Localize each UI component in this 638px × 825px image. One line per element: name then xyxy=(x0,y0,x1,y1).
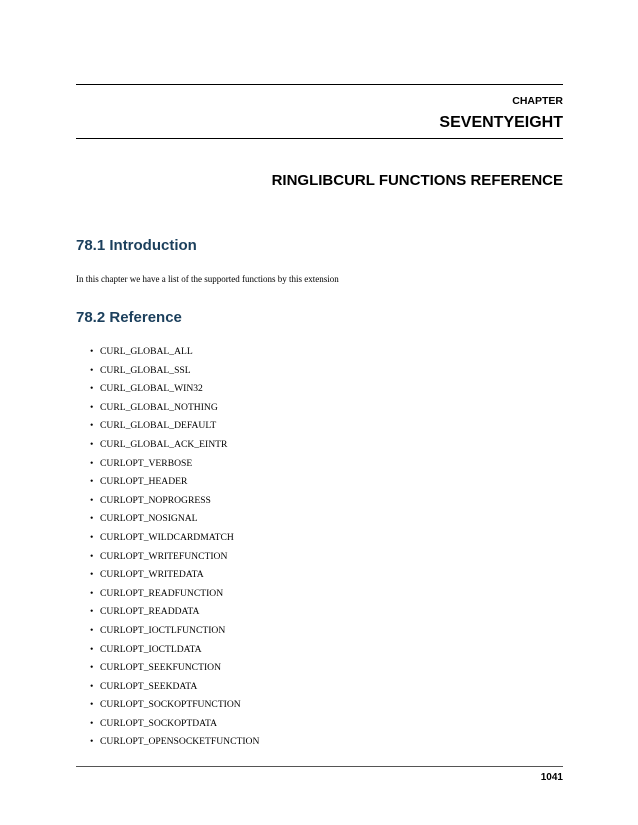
page-number: 1041 xyxy=(540,772,563,783)
list-item-text: CURLOPT_OPENSOCKETFUNCTION xyxy=(100,736,260,748)
bullet-icon: • xyxy=(90,513,94,525)
list-item-text: CURLOPT_NOPROGRESS xyxy=(100,494,211,506)
header-bottom-rule xyxy=(76,138,563,139)
list-item xyxy=(90,436,259,455)
list-item xyxy=(90,473,259,492)
list-item xyxy=(90,362,259,381)
bullet-icon: • xyxy=(90,736,94,748)
bullet-icon: • xyxy=(90,624,94,636)
list-item xyxy=(90,715,259,734)
bullet-icon: • xyxy=(90,401,94,413)
list-item xyxy=(90,399,259,418)
list-item xyxy=(90,510,259,529)
list-item xyxy=(90,696,259,715)
list-item-text: CURLOPT_SOCKOPTFUNCTION xyxy=(100,699,241,711)
footer-rule xyxy=(76,766,563,767)
chapter-title: RINGLIBCURL FUNCTIONS REFERENCE xyxy=(271,172,563,189)
list-item xyxy=(90,343,259,362)
list-item xyxy=(90,548,259,567)
list-item-text: CURL_GLOBAL_SSL xyxy=(100,364,191,376)
list-item-text: CURLOPT_IOCTLFUNCTION xyxy=(100,624,226,636)
list-item-text: CURLOPT_WRITEDATA xyxy=(100,569,204,581)
bullet-icon: • xyxy=(90,420,94,432)
bullet-icon: • xyxy=(90,383,94,395)
list-item-text: CURLOPT_READFUNCTION xyxy=(100,587,224,599)
bullet-icon: • xyxy=(90,550,94,562)
list-item xyxy=(90,603,259,622)
list-item-text: CURLOPT_WILDCARDMATCH xyxy=(100,531,234,543)
header-top-rule xyxy=(76,84,563,85)
bullet-icon: • xyxy=(90,569,94,581)
list-item xyxy=(90,455,259,474)
reference-list xyxy=(90,343,259,752)
list-item-text: CURLOPT_HEADER xyxy=(100,476,188,488)
list-item xyxy=(90,622,259,641)
chapter-label: CHAPTER xyxy=(512,95,563,107)
bullet-icon: • xyxy=(90,662,94,674)
list-item-text: CURLOPT_SEEKDATA xyxy=(100,680,198,692)
bullet-icon: • xyxy=(90,476,94,488)
list-item xyxy=(90,678,259,697)
list-item-text: CURLOPT_IOCTLDATA xyxy=(100,643,202,655)
list-item xyxy=(90,641,259,660)
bullet-icon: • xyxy=(90,643,94,655)
list-item-text: CURLOPT_SOCKOPTDATA xyxy=(100,717,218,729)
list-item-text: CURLOPT_VERBOSE xyxy=(100,457,193,469)
bullet-icon: • xyxy=(90,364,94,376)
list-item xyxy=(90,529,259,548)
list-item-text: CURLOPT_NOSIGNAL xyxy=(100,513,198,525)
bullet-icon: • xyxy=(90,346,94,357)
list-item-text: CURL_GLOBAL_DEFAULT xyxy=(100,420,217,432)
list-item-text: CURL_GLOBAL_ACK_EINTR xyxy=(100,438,228,450)
bullet-icon: • xyxy=(90,699,94,711)
list-item-text: CURL_GLOBAL_ALL xyxy=(100,346,193,357)
list-item xyxy=(90,380,259,399)
chapter-name: SEVENTYEIGHT xyxy=(439,114,563,131)
bullet-icon: • xyxy=(90,494,94,506)
section-heading-reference: 78.2 Reference xyxy=(76,309,182,326)
list-item xyxy=(90,566,259,585)
introduction-paragraph: In this chapter we have a list of the supported functions by this extension xyxy=(76,274,339,284)
list-item xyxy=(90,733,259,752)
bullet-icon: • xyxy=(90,606,94,618)
list-item xyxy=(90,585,259,604)
bullet-icon: • xyxy=(90,457,94,469)
list-item xyxy=(90,417,259,436)
bullet-icon: • xyxy=(90,680,94,692)
section-heading-introduction: 78.1 Introduction xyxy=(76,237,197,254)
bullet-icon: • xyxy=(90,531,94,543)
list-item-text: CURLOPT_SEEKFUNCTION xyxy=(100,662,221,674)
list-item-text: CURL_GLOBAL_NOTHING xyxy=(100,401,218,413)
list-item-text: CURLOPT_READDATA xyxy=(100,606,200,618)
list-item-text: CURL_GLOBAL_WIN32 xyxy=(100,383,203,395)
list-item xyxy=(90,659,259,678)
list-item-text: CURLOPT_WRITEFUNCTION xyxy=(100,550,228,562)
bullet-icon: • xyxy=(90,717,94,729)
list-item xyxy=(90,492,259,511)
bullet-icon: • xyxy=(90,587,94,599)
bullet-icon: • xyxy=(90,438,94,450)
